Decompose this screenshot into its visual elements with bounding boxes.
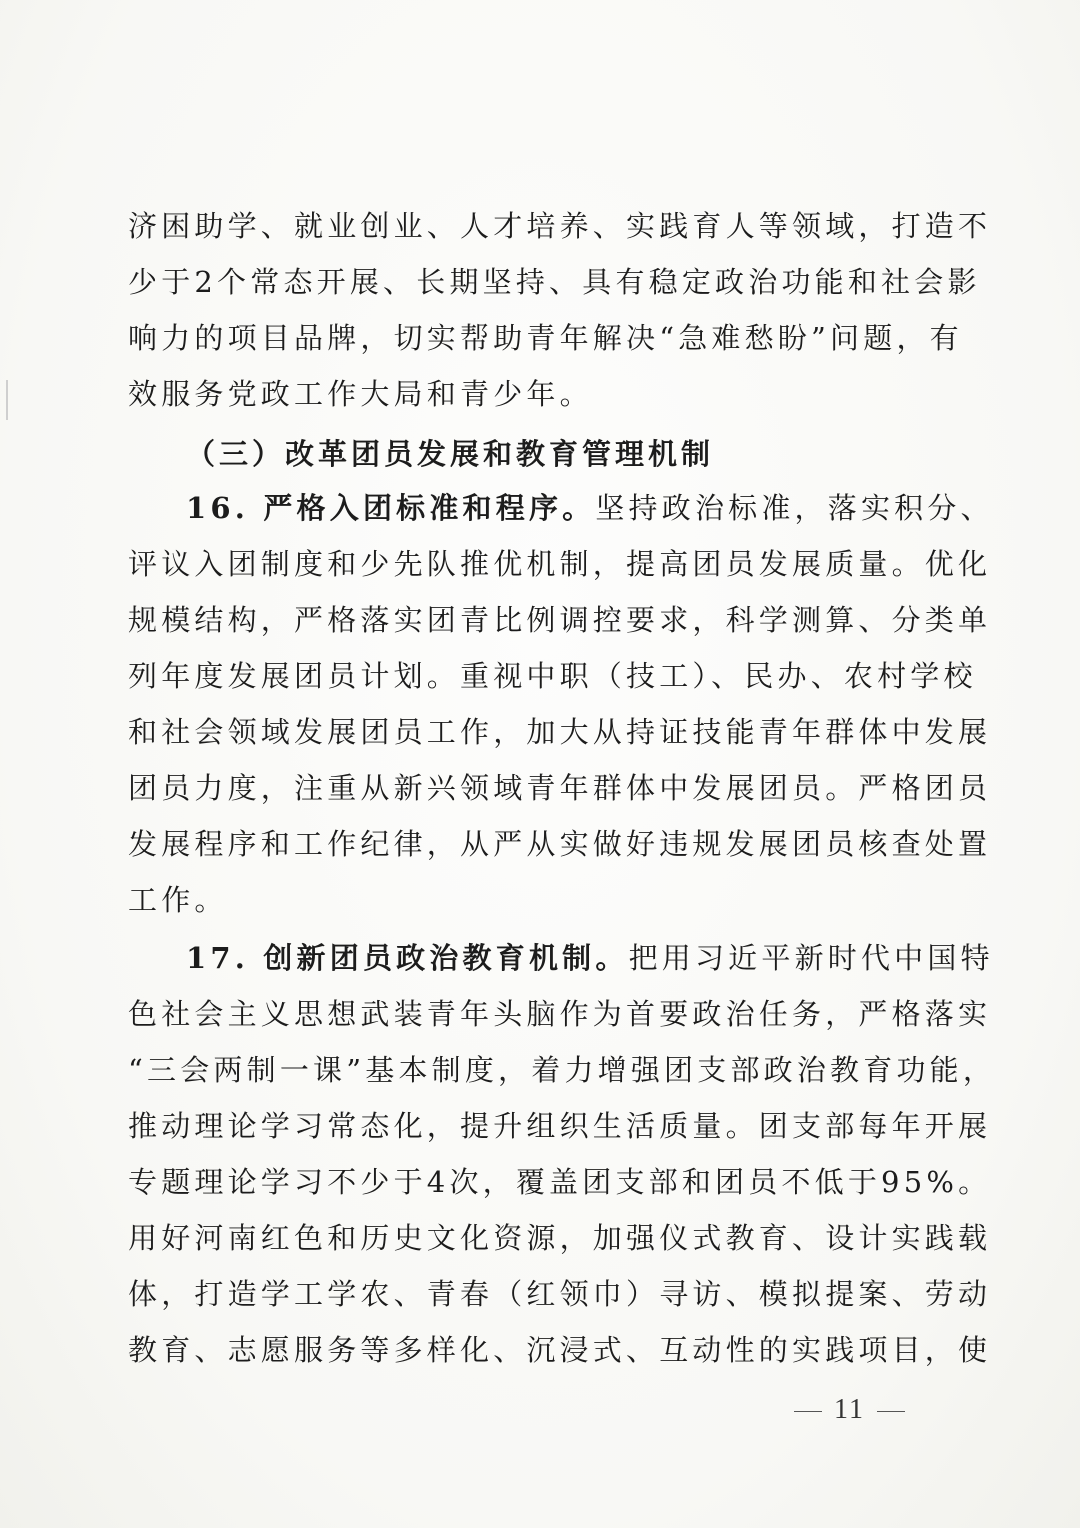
text-line: 专题理论学习不少于4次，覆盖团支部和团员不低于95%。 [128, 1165, 992, 1199]
text-line: 列年度发展团员计划。重视中职（技工）、民办、农村学校 [128, 659, 977, 693]
text-line: 评议入团制度和少先队推优机制，提高团员发展质量。优化 [128, 547, 992, 581]
text-line: 团员力度，注重从新兴领域青年群体中发展团员。严格团员 [128, 771, 992, 805]
text-line [128, 930, 994, 986]
dash-left [794, 1411, 822, 1412]
paragraph-17-line-0: 把用习近平新时代中国特 [628, 941, 994, 975]
dash-right [877, 1411, 905, 1412]
scan-artifact [6, 380, 8, 420]
text-line: 色社会主义思想武装青年头脑作为首要政治任务，严格落实 [128, 997, 992, 1031]
page-number [782, 1394, 917, 1426]
text-line: 响力的项目品牌，切实帮助青年解决“急难愁盼”问题，有 [128, 321, 963, 355]
text-line: 教育、志愿服务等多样化、沉浸式、互动性的实践项目，使 [128, 1333, 992, 1367]
text-line: “三会两制一课”基本制度，着力增强团支部政治教育功能， [128, 1053, 997, 1087]
text-line: 推动理论学习常态化，提升组织生活质量。团支部每年开展 [128, 1109, 992, 1143]
section-heading: （三）改革团员发展和教育管理机制 [186, 437, 715, 471]
page-number-value: 11 [834, 1394, 865, 1425]
text-line: 用好河南红色和历史文化资源，加强仪式教育、设计实践载 [128, 1221, 992, 1255]
paragraph-17-title: 17. 创新团员政治教育机制。 [186, 941, 629, 975]
text-line: 规模结构，严格落实团青比例调控要求，科学测算、分类单 [128, 603, 992, 637]
paragraph-continuation [128, 198, 992, 422]
text-line: 少于2个常态开展、长期坚持、具有稳定政治功能和社会影 [128, 265, 981, 299]
paragraph-16-title: 16. 严格入团标准和程序。 [186, 491, 596, 525]
paragraph-16 [128, 480, 994, 928]
paragraph-17 [128, 930, 997, 1378]
text-line: 效服务党政工作大局和青少年。 [128, 377, 593, 411]
text-line: 工作。 [128, 883, 228, 917]
text-line: 发展程序和工作纪律，从严从实做好违规发展团员核查处置 [128, 827, 992, 861]
paragraph-16-line-0: 坚持政治标准，落实积分、 [595, 491, 994, 525]
text-line: 济困助学、就业创业、人才培养、实践育人等领域，打造不 [128, 209, 992, 243]
text-line: 和社会领域发展团员工作，加大从持证技能青年群体中发展 [128, 715, 992, 749]
text-line: 体，打造学工学农、青春（红领巾）寻访、模拟提案、劳动 [128, 1277, 992, 1311]
text-line [128, 480, 994, 536]
